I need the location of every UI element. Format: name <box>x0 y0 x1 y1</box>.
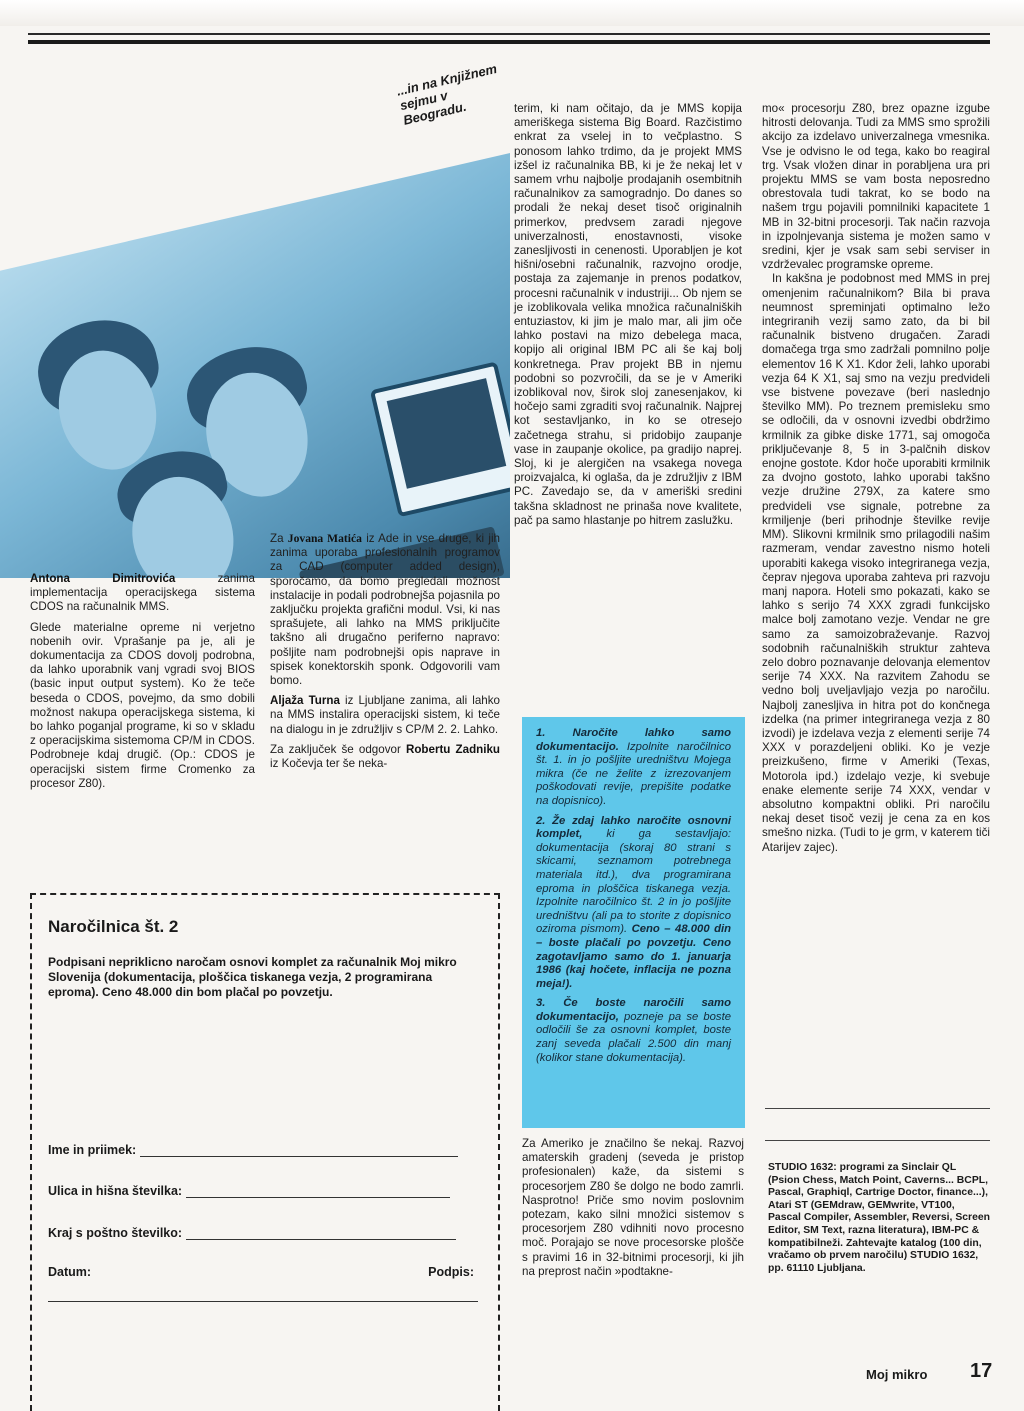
street-field[interactable]: Ulica in hišna številka: <box>48 1184 450 1198</box>
order-form <box>30 893 500 1411</box>
page-top-band <box>0 0 1024 26</box>
magazine-name: Moj mikro <box>866 1367 928 1382</box>
photo-monitor <box>370 361 510 517</box>
street-input-line[interactable] <box>186 1185 450 1198</box>
signature-line[interactable] <box>48 1301 478 1302</box>
studio-ad-name: STUDIO 1632: <box>768 1162 837 1173</box>
column-3-continued <box>522 1137 744 1279</box>
col2-para-2: Aljaža Turna iz Ljubljane zanima, ali lahko na MMS instalira operacijski sistem, ki teče na dialogu in je združljiv s CP/M 2. 2. Lahko. <box>270 694 500 736</box>
photo-caption: ...in na Knjižnem sejmu v Beogradu. <box>395 60 499 128</box>
col3-para-2: Za Ameriko je značilno še nekaj. Razvoj amaterskih gradenj (seveda je pristop profesionalen) kaže, da sistemi s procesorjem Z80 še dolgo ne bodo zamrli. Nasprotno! Priče smo novim poslovnim potezam, kako silni množici sistemov s procesorjem Z80 vdihniti novo procesno moč. Porajajo se nove procesorske plošče s pravimi 16 in 32-bitnimi procesorji, ki jih na preprost način »podtakne- <box>522 1137 744 1278</box>
col1-para-1: Antona Dimitrovića zanima implementacija operacijskega sistema CDOS na računalnik MMS. <box>30 572 255 614</box>
header-rule <box>28 33 990 35</box>
photo-book-fair <box>0 153 510 578</box>
ad-divider <box>765 1140 990 1141</box>
reader-name: Antona Dimitrovića <box>30 572 176 585</box>
page-number: 17 <box>970 1360 993 1382</box>
reader-name: Jovana Matića <box>287 532 362 545</box>
order-form-title: Naročilnica št. 2 <box>48 917 179 936</box>
reader-name: Robertu Zadniku <box>405 742 500 756</box>
ordering-option-1: 1. Naročite lahko samo dokumentacijo. Izpolnite naročilnico št. 1. in jo pošljite uredništvu Mojega mikra (če ne želite z izrezovanjem poškodovati revije, prepišite podatke na dopisnico). <box>536 727 731 807</box>
column-4 <box>762 102 990 855</box>
city-field[interactable]: Kraj s poštno številko: <box>48 1226 456 1240</box>
order-form-text: Podpisani nepriklicno naročam osnovi komplet za računalnik Moj mikro Slovenija (dokumentacija, ploščica tiskanega vezja, 2 programirana eproma). Ceno 48.000 din bom plačal po povzetju. <box>48 955 457 999</box>
photo-container <box>0 58 510 578</box>
photo-monitor-screen <box>387 378 507 489</box>
ordering-option-2: 2. Že zdaj lahko naročite osnovni komplet, ki ga sestavljajo: dokumentacija (skoraj 80 strani s skicami, seznamom potrebnega materiala itd.), dva programirana eproma in ploščica tiskanega vezja. Izpolnite naročilnico št. 2 in jo pošljite uredništvu (ali pa to storite z dopisnico oziroma pismom). Ceno – 48.000 din – boste plačali po povzetju. Ceno zagotavljamo samo do 1. januarja 1986 (kaj hočete, inflacija ne pozna meja!). <box>536 814 732 990</box>
ordering-info-box <box>522 717 745 1128</box>
column-3 <box>514 102 742 528</box>
col2-para-1: Za Jovana Matića iz Ade in vse druge, ki jih zanima uporaba profesionalnih programov za CAD (computer added design), sporočamo, da bomo pregledali možnost instalacije in podali podrobnejša pojasnila po zaključku projekta grafični modul. Vsi, ki nas sprašujete, ali lahko na MMS priključite takšno ali drugačno periferno napravo: pošljite nam podrobnejši opis naprave in spisek konektorskih sponk. Odgovorili vam bomo. <box>270 532 500 688</box>
column-2 <box>270 532 500 771</box>
studio-advertisement: STUDIO 1632: programi za Sinclair QL (Psion Chess, Match Point, Caverns... BCPL, Pascal, Graphiql, Cartrige Doctor, finance...), Atari ST (GEMdraw, GEMwrite, VT100, Pascal Compiler, Assembler, Reversi, Screen Editor, SM Text, razna literatura), IBM-PC & kompatibilneži. Zahtevajte katalog (100 din, vračamo ob prvem naročilu) STUDIO 1632, pp. 61110 Ljubljana. <box>768 1162 990 1274</box>
col3-para-1: terim, ki nam očitajo, da je MMS kopija ameriškega sistema Big Board. Razčistimo enkrat za vselej in to večplastno. S ponosom lahko trdimo, da je projekt MMS izšel iz računalnika BB, ki je že nekaj let v samem vrhu najbolje prodajanih osembitnih računalnikov za samogradnjo. Do danes so prodali že nekaj deset tisoč originalnih primerkov, predvsem zaradi njegove univerzalnosti, enostavnosti, visoke zanesljivosti in cenenosti. Uporabljen je kot hišni/osebni računalnik, razvojno orodje, postaja za zajemanje in prenos podatkov, procesni računalnik v industriji... Ob njem se je izoblikovala velika množica računalniških entuziastov, ki jim je malo mar, ali jim oče lahko postavi na mizo debelega maca, kopijo ali original IBM PC ali še kaj bolj konkretnega. Prav projekt BB in njemu podobni so pozvročili, da se je v Ameriki izoblikoval nov, širok sloj zanesenjakov, ki hočejo sami zgraditi svoj računalnik. Najprej kot sestavljanko, in ko se otresejo začetnega strahu, si pridobijo zaupanje vase in zaupanje okolice, pa gradijo naprej. Sloj, ki je alergičen na vsakega novega proizvajalca, ki oglaša, da je združljiv z IBM PC. Zavedajo se, da v ameriški sredini takšna skladnost ne prinaša nove kvalitete, pač pa samo hlastanje po hitrem zaslužku. <box>514 102 742 527</box>
date-field[interactable]: Datum: <box>48 1265 92 1279</box>
ad-divider <box>765 1108 990 1109</box>
ordering-option-3: 3. Če boste naročili samo dokumentacijo, pozneje pa se boste odločili še za osnovni komplet, boste zanj seveda plačali 2.500 din manj (kolikor stane dokumentacija). <box>536 997 731 1064</box>
column-1 <box>30 572 255 791</box>
col4-para-1: mo« procesorju Z80, brez opazne izgube hitrosti delovanja. Tudi za MMS smo sprožili akcijo za izdelavo univerzalnega vmesnika. Vse je odvisno le od tega, kako bo reagiral trg. Vsak vložen dinar in porabljena ura pri projektu MMS se vam bosta neposredno obrestovala tudi takrat, ko se bodo na našem trgu pojavili pomnilniki kapacitete 1 MB in 32-bitni procesorji. Tak način razvoja in izpolnjevanja sistema je možen samo v sredini, kjer je vsak sam sebi serviser in vzdrževalec programske opreme. <box>762 102 990 272</box>
name-field[interactable]: Ime in priimek: <box>48 1143 458 1157</box>
reader-name: Aljaža Turna <box>270 694 340 708</box>
name-input-line[interactable] <box>140 1144 458 1157</box>
col2-para-3: Za zaključek še odgovor Robertu Zadniku iz Kočevja ter še neka- <box>270 742 500 771</box>
col1-para-2: Glede materialne opreme ni verjetno nobenih ovir. Vprašanje pa je, ali je dokumentacija za CDOS dovolj podrobna, da lahko uporabnik vanj vgradi svoj BIOS (basic input output system). Ko že teče beseda o CDOS, povejmo, da smo dobili možnost nakupa operacijskega sistema, ki bo lahko poganjal programe, ki so v skladu z operacijskima sistemoma CP/M in CDOS. Podrobneje kdaj drugič. (Op.: CDOS je operacijski sistem firme Cromenko za procesor Z80). <box>30 620 255 790</box>
signature-field[interactable]: Podpis: <box>428 1265 474 1279</box>
city-input-line[interactable] <box>186 1227 456 1240</box>
col4-para-2: In kakšna je podobnost med MMS in prej omenjenim računalnikom? Bila bi prava neumnost spreminjati optimalno ležo integriranih vezij samo zato, da bi bil računalnik bistveno drugačen. Zaradi domačega trga smo zadržali pomnilno polje elementov 16 K X1. Kdor želi, lahko uporabi vezja 64 K X1, saj smo na vezju predvideli vse bistvene povezave (beri naslednjo številko MM). Po treznem premisleku smo se odločili, da v osnovni izvedbi obdržimo krmilnik za gibke diske 1771, saj omogoča priključevanje 8, 5 in 3-palčnih diskov enojne gostote. Kdor hoče uporabiti krmilnik za dvojno gostoto, lahko uporabi takšno vezje družine 279X, za katere smo predvideli vse signale, potrebne za krmiljenje (beri prihodnje številke revije MM). Slikovni krmilnik smo prilagodili našim razmeram, vendar zavestno nismo hoteli uporabiti kakega visoko integriranega vezja, čeprav njegova uporaba zahteva pri razvoju manj napora. Hoteli smo pokazati, kako se lahko s serijo 74 XXX zgradi funkcijsko malce bolj zamotano vezje. Vendar ne gre samo za samoizobraževanje. Razvoj sodobnih računalniških struktur zahteva zelo dobro poznavanje delovanja elementov serije 74 XXX. Na razvitem Zahodu se vedno bolj uveljavljajo vezja po naročilu. Najbolj zanesljiva in hitra pot do končnega izdelka (na primer integriranega vezja z 80 izvodi) je izdelava vezja z elementi serije 74 XXX v porazdeljeni obliki. Ko je vezje preizkušeno, firme v Ameriki (Texas, Motorola ipd.) izdelajo vezje, ki svebuje enake elemente serije 74 XXX, vendar v absolutno kompaktni obliki. Pri naročilu nekaj deset tisoč vezij je cena za en kos smešno nizka. (Tudi to je grm, v katerem tiči Atarijev zajec). <box>762 272 990 854</box>
header-rule-thick <box>28 40 990 44</box>
